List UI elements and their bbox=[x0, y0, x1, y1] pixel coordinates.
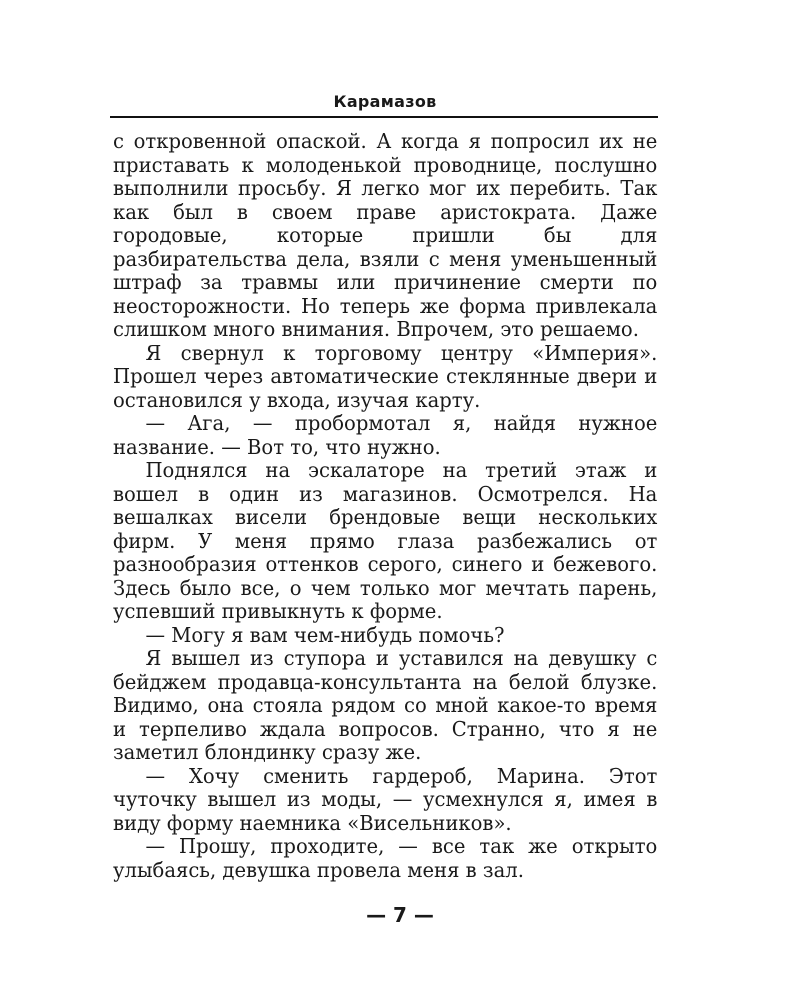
paragraph-8: — Прошу, проходите, — все так же открыто улыбаясь, девушка провела меня в зал. bbox=[113, 834, 658, 882]
paragraph-1: с откровенной опаской. А когда я попросил их не приставать к молоденькой проводнице, послушно выполнили просьбу. Я легко мог их перебить. Так как был в своем праве аристократа. Даже городовые, которые пришли бы для разбирательства дела, взяли с меня уменьшенный штраф за травмы или причинение смерти по неосторожности. Но теперь же форма привлекала слишком много внимания. Впрочем, это решаемо. bbox=[113, 129, 658, 341]
paragraph-6: Я вышел из ступора и уставился на девушку с бейджем продавца-консультанта на белой блузке. Видимо, она стояла рядом со мной какое-то время и терпеливо ждала вопросов. Странно, что я не заметил блондинку сразу же. bbox=[113, 646, 658, 764]
body-text bbox=[113, 130, 657, 882]
paragraph-7: — Хочу сменить гардероб, Марина. Этот чуточку вышел из моды, — усмехнулся я, имея в виду форму наемника «Висельников». bbox=[113, 763, 658, 835]
paragraph-5: — Могу я вам чем-нибудь помочь? bbox=[145, 622, 505, 647]
page-number: — 7 — bbox=[366, 903, 434, 927]
paragraph-2: Я свернул к торговому центру «Империя». Прошел через автоматические стеклянные двери и остановился у входа, изучая карту. bbox=[113, 340, 658, 412]
paragraph-4: Поднялся на эскалаторе на третий этаж и вошел в один из магазинов. Осмотрелся. На вешалках висели брендовые вещи нескольких фирм. У меня прямо глаза разбежались от разнообразия оттенков серого, синего и бежевого. Здесь было все, о чем только мог мечтать парень, успевший привыкнуть к форме. bbox=[113, 458, 658, 623]
header-rule bbox=[110, 116, 658, 118]
running-header-title: Карамазов bbox=[333, 92, 437, 111]
paragraph-3: — Ага, — пробормотал я, найдя нужное название. — Вот то, что нужно. bbox=[113, 411, 658, 459]
